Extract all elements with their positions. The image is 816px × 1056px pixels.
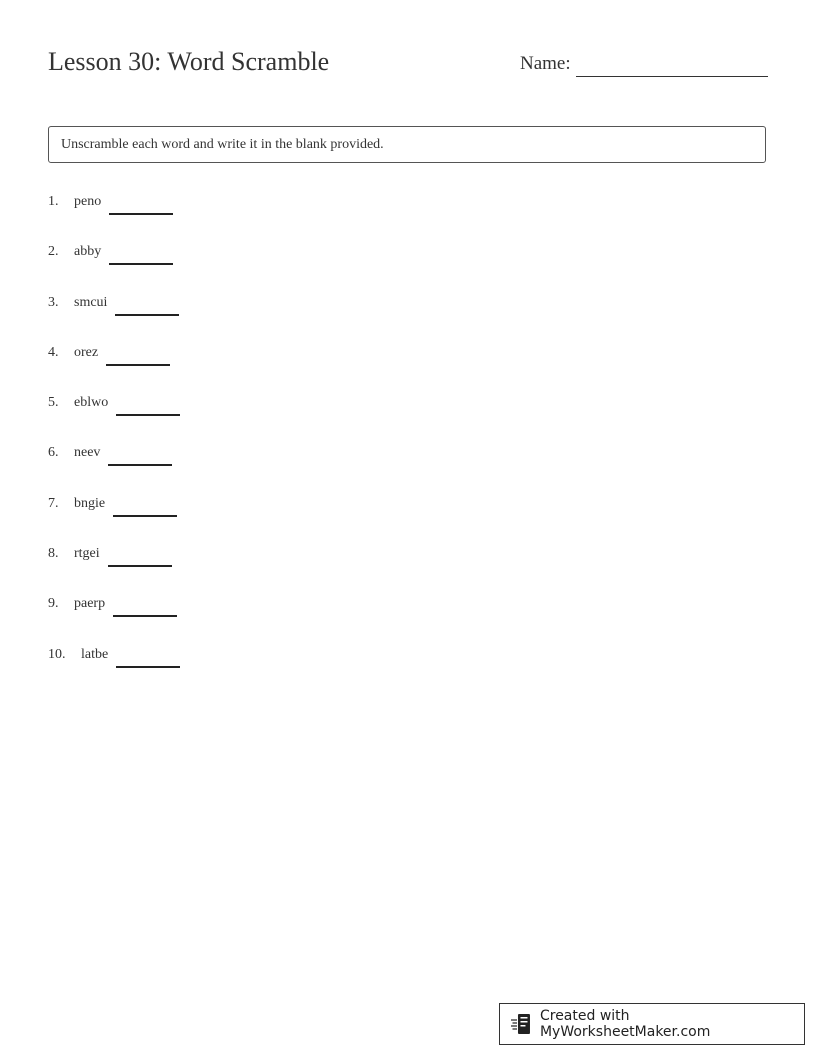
question-number: 9. — [48, 596, 59, 612]
question-number: 2. — [48, 244, 59, 260]
question-number: 10. — [48, 646, 66, 662]
question-number: 4. — [48, 344, 59, 360]
scrambled-word: orez — [74, 344, 99, 360]
name-blank-line[interactable] — [576, 76, 768, 77]
scrambled-word: peno — [74, 194, 102, 209]
instructions-text: Unscramble each word and write it in the blank provided. — [61, 137, 384, 152]
question-item — [48, 546, 180, 596]
answer-blank[interactable] — [109, 197, 173, 215]
answer-blank[interactable] — [109, 247, 173, 265]
question-number: 5. — [48, 395, 59, 411]
answer-blank[interactable] — [113, 499, 177, 517]
question-item — [48, 445, 180, 495]
question-number: 8. — [48, 546, 59, 562]
question-number: 6. — [48, 445, 59, 461]
question-number: 7. — [48, 495, 59, 511]
answer-blank[interactable] — [115, 298, 179, 316]
worksheet-maker-logo-icon — [510, 1012, 534, 1036]
question-number: 1. — [48, 194, 59, 209]
question-item — [48, 194, 180, 244]
answer-blank[interactable] — [116, 398, 180, 416]
question-item — [48, 244, 180, 294]
scrambled-word: eblwo — [74, 395, 109, 411]
question-item — [48, 596, 180, 646]
instructions-box — [48, 126, 766, 163]
scrambled-word: latbe — [81, 646, 109, 662]
answer-blank[interactable] — [116, 650, 180, 668]
page-title: Lesson 30: Word Scramble — [48, 47, 330, 76]
question-number: 3. — [48, 294, 59, 310]
footer-credit-text: Created with MyWorksheetMaker.com — [539, 1008, 711, 1040]
scrambled-word: paerp — [74, 596, 106, 612]
question-list — [48, 194, 180, 697]
answer-blank[interactable] — [108, 549, 172, 567]
name-label: Name: — [520, 53, 571, 74]
footer-credit[interactable] — [499, 1003, 805, 1045]
scrambled-word: abby — [74, 244, 102, 260]
scrambled-word: neev — [74, 445, 101, 461]
scrambled-word: rtgei — [74, 546, 100, 562]
scrambled-word: smcui — [74, 294, 108, 310]
answer-blank[interactable] — [106, 348, 170, 366]
answer-blank[interactable] — [108, 448, 172, 466]
question-item — [48, 496, 180, 546]
name-field[interactable] — [520, 53, 768, 79]
question-item — [48, 395, 180, 445]
question-item — [48, 647, 180, 697]
scrambled-word: bngie — [74, 495, 106, 511]
question-item — [48, 345, 180, 395]
answer-blank[interactable] — [113, 599, 177, 617]
question-item — [48, 295, 180, 345]
